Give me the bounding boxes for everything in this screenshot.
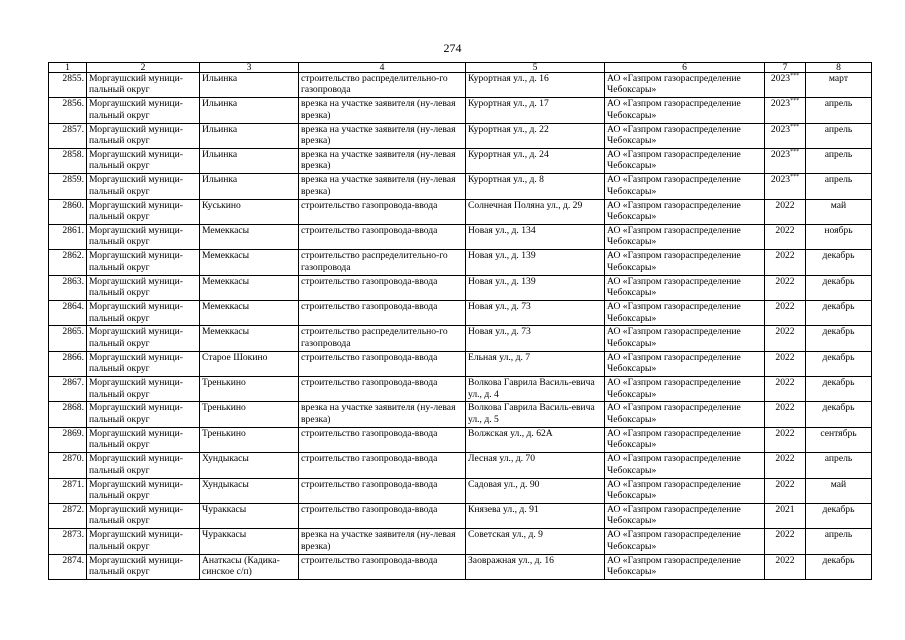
year-cell	[765, 427, 806, 452]
district-cell: Моргаушский муници-пальный округ	[87, 351, 200, 376]
year-cell	[765, 123, 806, 148]
year-cell	[765, 453, 806, 478]
year-value: 2022	[775, 427, 795, 439]
locality-cell: Куськино	[200, 199, 299, 224]
district-cell: Моргаушский муници-пальный округ	[87, 554, 200, 579]
month-cell: декабрь	[806, 301, 872, 326]
address-cell: Курортная ул., д. 16	[466, 73, 605, 98]
district-cell: Моргаушский муници-пальный округ	[87, 174, 200, 199]
year-cell	[765, 73, 806, 98]
column-number: 8	[806, 63, 872, 73]
address-cell: Курортная ул., д. 22	[466, 123, 605, 148]
organization-cell: АО «Газпром газораспределение Чебоксары»	[605, 301, 765, 326]
locality-cell: Мемеккасы	[200, 250, 299, 275]
year-value: 2022	[775, 250, 795, 262]
month-cell: ноябрь	[806, 225, 872, 250]
month-cell: декабрь	[806, 351, 872, 376]
table-row	[49, 453, 872, 478]
organization-cell: АО «Газпром газораспределение Чебоксары»	[605, 351, 765, 376]
locality-cell: Мемеккасы	[200, 275, 299, 300]
locality-cell: Хундыкасы	[200, 478, 299, 503]
column-number: 7	[765, 63, 806, 73]
work-type-cell: строительство газопровода-ввода	[299, 377, 466, 402]
year-cell	[765, 149, 806, 174]
month-cell: сентябрь	[806, 427, 872, 452]
row-number: 2867.	[49, 377, 87, 402]
year-value: 2022	[775, 326, 795, 338]
work-type-cell: строительство распределительно-го газопровода	[299, 250, 466, 275]
organization-cell: АО «Газпром газораспределение Чебоксары»	[605, 377, 765, 402]
month-cell: май	[806, 199, 872, 224]
work-type-cell: врезка на участке заявителя (ну-левая врезка)	[299, 123, 466, 148]
month-cell: декабрь	[806, 377, 872, 402]
year-value: 2023	[770, 98, 791, 110]
row-number: 2874.	[49, 554, 87, 579]
gasification-registry-table	[48, 62, 872, 580]
organization-cell: АО «Газпром газораспределение Чебоксары»	[605, 275, 765, 300]
footnote-mark: ***	[790, 149, 800, 156]
organization-cell: АО «Газпром газораспределение Чебоксары»	[605, 453, 765, 478]
work-type-cell: строительство газопровода-ввода	[299, 453, 466, 478]
locality-cell: Чураккасы	[200, 529, 299, 554]
year-value: 2022	[775, 453, 795, 465]
organization-cell: АО «Газпром газораспределение Чебоксары»	[605, 73, 765, 98]
year-cell	[765, 351, 806, 376]
column-number-row	[49, 63, 872, 73]
district-cell: Моргаушский муници-пальный округ	[87, 453, 200, 478]
district-cell: Моргаушский муници-пальный округ	[87, 377, 200, 402]
year-value: 2023	[770, 149, 791, 161]
column-number: 1	[49, 63, 87, 73]
year-cell	[765, 98, 806, 123]
table-row	[49, 402, 872, 427]
work-type-cell: строительство газопровода-ввода	[299, 301, 466, 326]
year-value: 2023	[770, 174, 791, 186]
organization-cell: АО «Газпром газораспределение Чебоксары»	[605, 402, 765, 427]
month-cell: апрель	[806, 174, 872, 199]
organization-cell: АО «Газпром газораспределение Чебоксары»	[605, 149, 765, 174]
address-cell: Новая ул., д. 139	[466, 250, 605, 275]
address-cell: Новая ул., д. 134	[466, 225, 605, 250]
address-cell: Советская ул., д. 9	[466, 529, 605, 554]
table-row	[49, 529, 872, 554]
column-number: 3	[200, 63, 299, 73]
work-type-cell: строительство распределительно-го газопровода	[299, 326, 466, 351]
address-cell: Новая ул., д. 139	[466, 275, 605, 300]
work-type-cell: строительство газопровода-ввода	[299, 503, 466, 528]
locality-cell: Ильинка	[200, 149, 299, 174]
year-cell	[765, 326, 806, 351]
district-cell: Моргаушский муници-пальный округ	[87, 98, 200, 123]
month-cell: май	[806, 478, 872, 503]
row-number: 2861.	[49, 225, 87, 250]
year-cell	[765, 478, 806, 503]
district-cell: Моргаушский муници-пальный округ	[87, 73, 200, 98]
year-value: 2022	[775, 275, 795, 287]
table-row	[49, 478, 872, 503]
work-type-cell: врезка на участке заявителя (ну-левая врезка)	[299, 149, 466, 174]
locality-cell: Тренькино	[200, 377, 299, 402]
year-value: 2023	[770, 73, 791, 84]
year-value: 2022	[775, 554, 795, 566]
locality-cell: Тренькино	[200, 427, 299, 452]
year-cell	[765, 377, 806, 402]
address-cell: Курортная ул., д. 8	[466, 174, 605, 199]
work-type-cell: строительство газопровода-ввода	[299, 199, 466, 224]
month-cell: апрель	[806, 123, 872, 148]
column-number: 6	[605, 63, 765, 73]
month-cell: декабрь	[806, 326, 872, 351]
month-cell: декабрь	[806, 275, 872, 300]
work-type-cell: врезка на участке заявителя (ну-левая врезка)	[299, 402, 466, 427]
row-number: 2870.	[49, 453, 87, 478]
row-number: 2858.	[49, 149, 87, 174]
year-value: 2022	[775, 351, 795, 363]
locality-cell: Старое Шокино	[200, 351, 299, 376]
table-row	[49, 149, 872, 174]
work-type-cell: строительство газопровода-ввода	[299, 427, 466, 452]
year-cell	[765, 529, 806, 554]
table-row	[49, 225, 872, 250]
footnote-mark: ***	[790, 174, 800, 181]
year-value: 2022	[775, 301, 795, 313]
organization-cell: АО «Газпром газораспределение Чебоксары»	[605, 326, 765, 351]
address-cell: Новая ул., д. 73	[466, 301, 605, 326]
table-row	[49, 427, 872, 452]
district-cell: Моргаушский муници-пальный округ	[87, 529, 200, 554]
month-cell: апрель	[806, 98, 872, 123]
work-type-cell: строительство газопровода-ввода	[299, 351, 466, 376]
work-type-cell: врезка на участке заявителя (ну-левая врезка)	[299, 174, 466, 199]
locality-cell: Мемеккасы	[200, 326, 299, 351]
locality-cell: Тренькино	[200, 402, 299, 427]
row-number: 2865.	[49, 326, 87, 351]
organization-cell: АО «Газпром газораспределение Чебоксары»	[605, 250, 765, 275]
address-cell: Ельная ул., д. 7	[466, 351, 605, 376]
year-cell	[765, 554, 806, 579]
work-type-cell: строительство газопровода-ввода	[299, 275, 466, 300]
district-cell: Моргаушский муници-пальный округ	[87, 503, 200, 528]
district-cell: Моргаушский муници-пальный округ	[87, 478, 200, 503]
table-row	[49, 351, 872, 376]
table-row	[49, 250, 872, 275]
column-number: 2	[87, 63, 200, 73]
month-cell: апрель	[806, 453, 872, 478]
organization-cell: АО «Газпром газораспределение Чебоксары»	[605, 199, 765, 224]
organization-cell: АО «Газпром газораспределение Чебоксары»	[605, 503, 765, 528]
year-value: 2022	[775, 377, 795, 389]
year-cell	[765, 250, 806, 275]
address-cell: Лесная ул., д. 70	[466, 453, 605, 478]
year-cell	[765, 402, 806, 427]
row-number: 2860.	[49, 199, 87, 224]
table-row	[49, 174, 872, 199]
organization-cell: АО «Газпром газораспределение Чебоксары»	[605, 98, 765, 123]
locality-cell: Мемеккасы	[200, 301, 299, 326]
table-row	[49, 301, 872, 326]
footnote-mark: ***	[790, 98, 800, 105]
year-cell	[765, 301, 806, 326]
district-cell: Моргаушский муници-пальный округ	[87, 402, 200, 427]
address-cell: Садовая ул., д. 90	[466, 478, 605, 503]
work-type-cell: врезка на участке заявителя (ну-левая врезка)	[299, 529, 466, 554]
table-row	[49, 554, 872, 579]
table-header	[49, 63, 872, 73]
locality-cell: Ильинка	[200, 73, 299, 98]
year-cell	[765, 225, 806, 250]
row-number: 2859.	[49, 174, 87, 199]
footnote-mark: ***	[790, 123, 800, 130]
row-number: 2873.	[49, 529, 87, 554]
month-cell: декабрь	[806, 503, 872, 528]
district-cell: Моргаушский муници-пальный округ	[87, 301, 200, 326]
row-number: 2869.	[49, 427, 87, 452]
row-number: 2868.	[49, 402, 87, 427]
organization-cell: АО «Газпром газораспределение Чебоксары»	[605, 225, 765, 250]
table-body	[49, 73, 872, 580]
table-row	[49, 275, 872, 300]
organization-cell: АО «Газпром газораспределение Чебоксары»	[605, 123, 765, 148]
table-row	[49, 123, 872, 148]
table-row	[49, 503, 872, 528]
district-cell: Моргаушский муници-пальный округ	[87, 225, 200, 250]
month-cell: декабрь	[806, 250, 872, 275]
locality-cell: Ильинка	[200, 98, 299, 123]
organization-cell: АО «Газпром газораспределение Чебоксары»	[605, 529, 765, 554]
year-value: 2023	[770, 123, 791, 135]
address-cell: Князева ул., д. 91	[466, 503, 605, 528]
work-type-cell: строительство газопровода-ввода	[299, 554, 466, 579]
locality-cell: Мемеккасы	[200, 225, 299, 250]
table-row	[49, 98, 872, 123]
month-cell: март	[806, 73, 872, 98]
row-number: 2871.	[49, 478, 87, 503]
organization-cell: АО «Газпром газораспределение Чебоксары»	[605, 427, 765, 452]
year-value: 2022	[775, 199, 795, 211]
address-cell: Новая ул., д. 73	[466, 326, 605, 351]
row-number: 2863.	[49, 275, 87, 300]
column-number: 4	[299, 63, 466, 73]
year-cell	[765, 199, 806, 224]
table-row	[49, 199, 872, 224]
work-type-cell: врезка на участке заявителя (ну-левая врезка)	[299, 98, 466, 123]
locality-cell: Ильинка	[200, 174, 299, 199]
district-cell: Моргаушский муници-пальный округ	[87, 199, 200, 224]
address-cell: Волжская ул., д. 62А	[466, 427, 605, 452]
month-cell: апрель	[806, 529, 872, 554]
row-number: 2857.	[49, 123, 87, 148]
work-type-cell: строительство газопровода-ввода	[299, 225, 466, 250]
year-cell	[765, 275, 806, 300]
table-row	[49, 326, 872, 351]
row-number: 2862.	[49, 250, 87, 275]
row-number: 2872.	[49, 503, 87, 528]
table-row	[49, 73, 872, 98]
year-cell	[765, 174, 806, 199]
month-cell: апрель	[806, 149, 872, 174]
address-cell: Волкова Гаврила Василь-евича ул., д. 4	[466, 377, 605, 402]
district-cell: Моргаушский муници-пальный округ	[87, 123, 200, 148]
locality-cell: Хундыкасы	[200, 453, 299, 478]
district-cell: Моргаушский муници-пальный округ	[87, 275, 200, 300]
work-type-cell: строительство распределительно-го газопровода	[299, 73, 466, 98]
locality-cell: Чураккасы	[200, 503, 299, 528]
year-value: 2022	[775, 402, 795, 414]
row-number: 2856.	[49, 98, 87, 123]
year-value: 2022	[775, 225, 795, 237]
district-cell: Моргаушский муници-пальный округ	[87, 149, 200, 174]
district-cell: Моргаушский муници-пальный округ	[87, 326, 200, 351]
locality-cell: Ильинка	[200, 123, 299, 148]
organization-cell: АО «Газпром газораспределение Чебоксары»	[605, 174, 765, 199]
row-number: 2864.	[49, 301, 87, 326]
table-row	[49, 377, 872, 402]
address-cell: Курортная ул., д. 17	[466, 98, 605, 123]
footnote-mark: ***	[790, 73, 800, 79]
work-type-cell: строительство газопровода-ввода	[299, 478, 466, 503]
row-number: 2866.	[49, 351, 87, 376]
organization-cell: АО «Газпром газораспределение Чебоксары»	[605, 478, 765, 503]
month-cell: декабрь	[806, 554, 872, 579]
organization-cell: АО «Газпром газораспределение Чебоксары»	[605, 554, 765, 579]
page-number: 274	[443, 41, 462, 55]
district-cell: Моргаушский муници-пальный округ	[87, 427, 200, 452]
month-cell: декабрь	[806, 402, 872, 427]
address-cell: Курортная ул., д. 24	[466, 149, 605, 174]
year-value: 2022	[775, 529, 795, 541]
district-cell: Моргаушский муници-пальный округ	[87, 250, 200, 275]
year-value: 2022	[775, 478, 795, 490]
year-cell	[765, 503, 806, 528]
column-number: 5	[466, 63, 605, 73]
row-number: 2855.	[49, 73, 87, 98]
year-value: 2021	[775, 503, 795, 515]
address-cell: Заовражная ул., д. 16	[466, 554, 605, 579]
locality-cell: Анаткасы (Кадика-синское с/п)	[200, 554, 299, 579]
address-cell: Волкова Гаврила Василь-евича ул., д. 5	[466, 402, 605, 427]
address-cell: Солнечная Поляна ул., д. 29	[466, 199, 605, 224]
